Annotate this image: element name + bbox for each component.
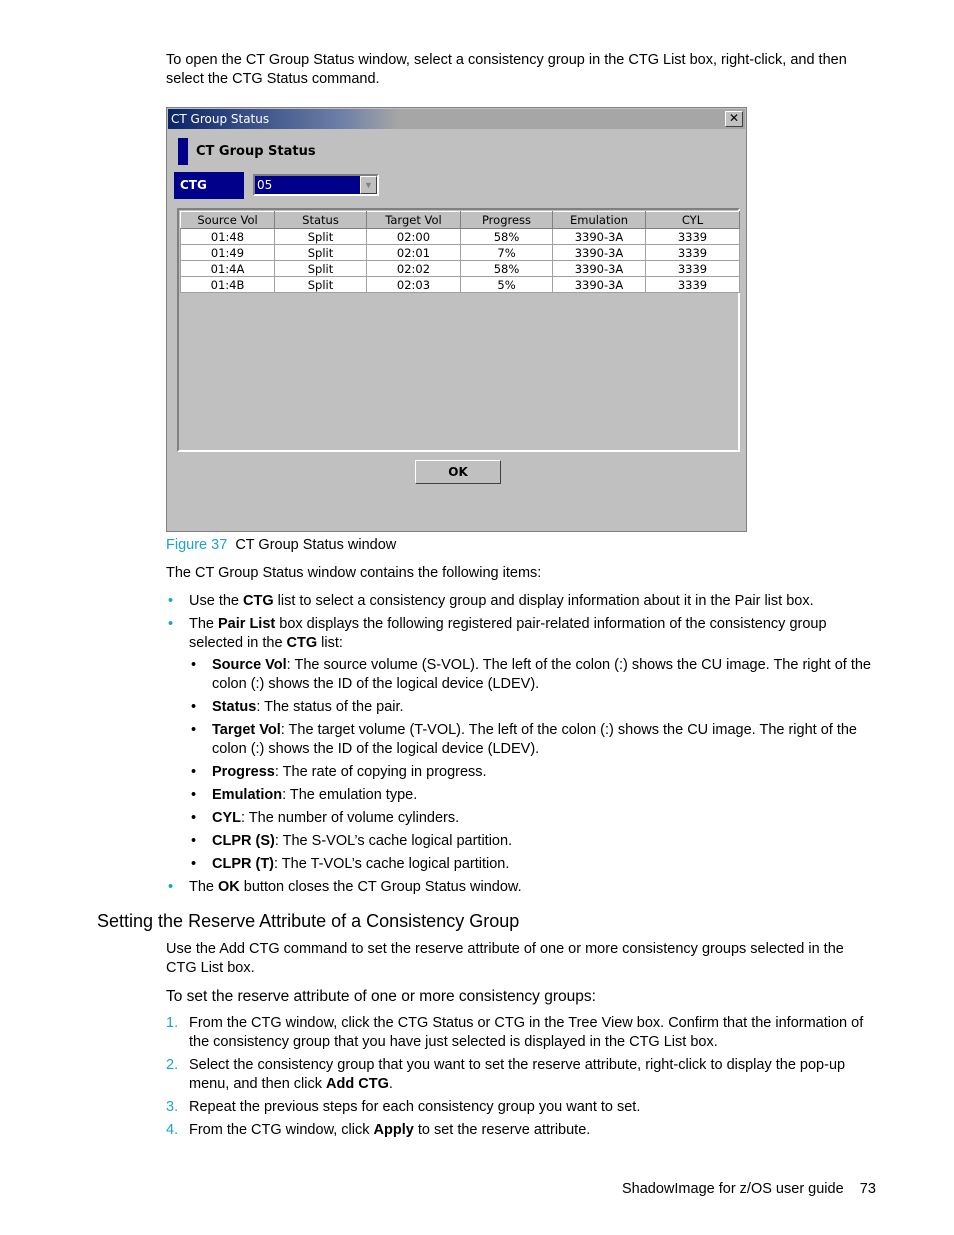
pair-list-fields	[189, 656, 876, 874]
table-cell: 3339	[646, 229, 740, 245]
table-cell: 58%	[461, 261, 553, 277]
figure-caption	[166, 536, 396, 555]
ct-group-status-window	[166, 107, 747, 532]
page-footer	[622, 1180, 876, 1199]
section-intro: Use the Add CTG command to set the reserve attribute of one or more consistency groups selected in the CTG List box.	[166, 941, 844, 976]
list-item: 1. From the CTG window, click the CTG Status or CTG in the Tree View box. Confirm that the information of the consistency group that you have just selected is displayed in the CTG List box.	[166, 1015, 864, 1050]
table-cell: 3339	[646, 245, 740, 261]
column-header-target-vol[interactable]: Target Vol	[367, 212, 461, 229]
ok-button[interactable]: OK	[415, 460, 501, 484]
window-titlebar[interactable]	[168, 109, 745, 129]
window-title: CT Group Status	[171, 112, 270, 126]
list-item: 4. From the CTG window, click Apply to set the reserve attribute.	[166, 1122, 591, 1138]
table-cell: Split	[275, 245, 367, 261]
table-cell: 02:02	[367, 261, 461, 277]
table-cell: 7%	[461, 245, 553, 261]
window-header: CT Group Status	[196, 144, 316, 159]
table-header-row	[181, 212, 740, 229]
contains-paragraph: The CT Group Status window contains the following items:	[166, 565, 542, 581]
list-item: • The OK button closes the CT Group Status window.	[166, 878, 876, 897]
table-row[interactable]	[181, 277, 740, 293]
page-number: 73	[859, 1181, 876, 1197]
table-cell: 3339	[646, 261, 740, 277]
ctg-label: CTG	[174, 172, 244, 199]
ctg-select-value: 05	[257, 178, 273, 192]
steps-intro: To set the reserve attribute of one or more consistency groups:	[166, 988, 596, 1005]
list-item: • Progress: The rate of copying in progress.	[189, 763, 876, 782]
list-item: • CYL: The number of volume cylinders.	[189, 809, 876, 828]
list-item: • Emulation: The emulation type.	[189, 786, 876, 805]
footer-title: ShadowImage for z/OS user guide	[622, 1181, 844, 1197]
table-cell: 58%	[461, 229, 553, 245]
header-accent-bar	[178, 138, 188, 165]
table-cell: 3390-3A	[553, 229, 646, 245]
items-list	[166, 592, 876, 901]
table-cell: Split	[275, 277, 367, 293]
table-cell: 01:48	[181, 229, 275, 245]
table-row[interactable]	[181, 245, 740, 261]
table-cell: 02:03	[367, 277, 461, 293]
close-button[interactable]: ✕	[725, 111, 743, 127]
chevron-down-icon[interactable]: ▼	[360, 176, 377, 194]
table-cell: Split	[275, 229, 367, 245]
table-cell: Split	[275, 261, 367, 277]
steps-list	[166, 1014, 876, 1144]
list-item: • Target Vol: The target volume (T-VOL). The left of the colon (:) shows the CU image. The right of the colon (:) shows the ID of the logical device (LDEV).	[189, 721, 876, 759]
table-cell: 01:4A	[181, 261, 275, 277]
column-header-cyl[interactable]: CYL	[646, 212, 740, 229]
column-header-source-vol[interactable]: Source Vol	[181, 212, 275, 229]
pair-list-box[interactable]	[177, 208, 740, 452]
list-item: • Source Vol: The source volume (S-VOL). The left of the colon (:) shows the CU image. The right of the colon (:) shows the ID of the logical device (LDEV).	[189, 656, 876, 694]
table-cell: 3390-3A	[553, 261, 646, 277]
table-cell: 3390-3A	[553, 245, 646, 261]
figure-caption-text: CT Group Status window	[235, 537, 397, 553]
section-heading: Setting the Reserve Attribute of a Consistency Group	[97, 911, 520, 931]
list-item: • The Pair List box displays the following registered pair-related information of the consistency group selected in the CTG list: • Source Vol: The source volume (S-VOL). The left of the colon (:) shows the CU image. The right of the colon (:) shows the ID of the logical device (LDEV). • Status: The status of the pair. • Target Vol: The target volume (T-VOL). The left of the colon (:) shows the CU image. The right of the colon (:) shows the ID of the logical device (LDEV). • Progress: The rate of copying in progress. • Emulation: The emulation type. • CYL: The number of volume cylinders. • CLPR (S): The S-VOL’s cache logical partition. • CLPR (T): The T-VOL’s cache logical partition.	[166, 615, 876, 874]
figure-label: Figure 37	[166, 537, 228, 553]
table-row[interactable]	[181, 229, 740, 245]
intro-paragraph: To open the CT Group Status window, select a consistency group in the CTG List box, right-click, and then select the CTG Status command.	[166, 52, 847, 87]
ctg-select[interactable]	[253, 174, 379, 196]
list-item: • Status: The status of the pair.	[189, 698, 876, 717]
list-item: • CLPR (T): The T-VOL’s cache logical partition.	[189, 855, 876, 874]
table-cell: 3390-3A	[553, 277, 646, 293]
column-header-status[interactable]: Status	[275, 212, 367, 229]
column-header-emulation[interactable]: Emulation	[553, 212, 646, 229]
pair-list-table	[180, 211, 740, 293]
column-header-progress[interactable]: Progress	[461, 212, 553, 229]
list-item: • Use the CTG list to select a consistency group and display information about it in the Pair list box.	[166, 592, 876, 611]
table-cell: 5%	[461, 277, 553, 293]
table-cell: 01:4B	[181, 277, 275, 293]
table-cell: 3339	[646, 277, 740, 293]
list-item: 2. Select the consistency group that you want to set the reserve attribute, right-click to display the pop-up menu, and then click Add CTG.	[166, 1057, 846, 1092]
list-item: 3. Repeat the previous steps for each consistency group you want to set.	[166, 1099, 641, 1115]
list-item: • CLPR (S): The S-VOL’s cache logical partition.	[189, 832, 876, 851]
table-cell: 02:01	[367, 245, 461, 261]
table-cell: 02:00	[367, 229, 461, 245]
table-cell: 01:49	[181, 245, 275, 261]
table-row[interactable]	[181, 261, 740, 277]
